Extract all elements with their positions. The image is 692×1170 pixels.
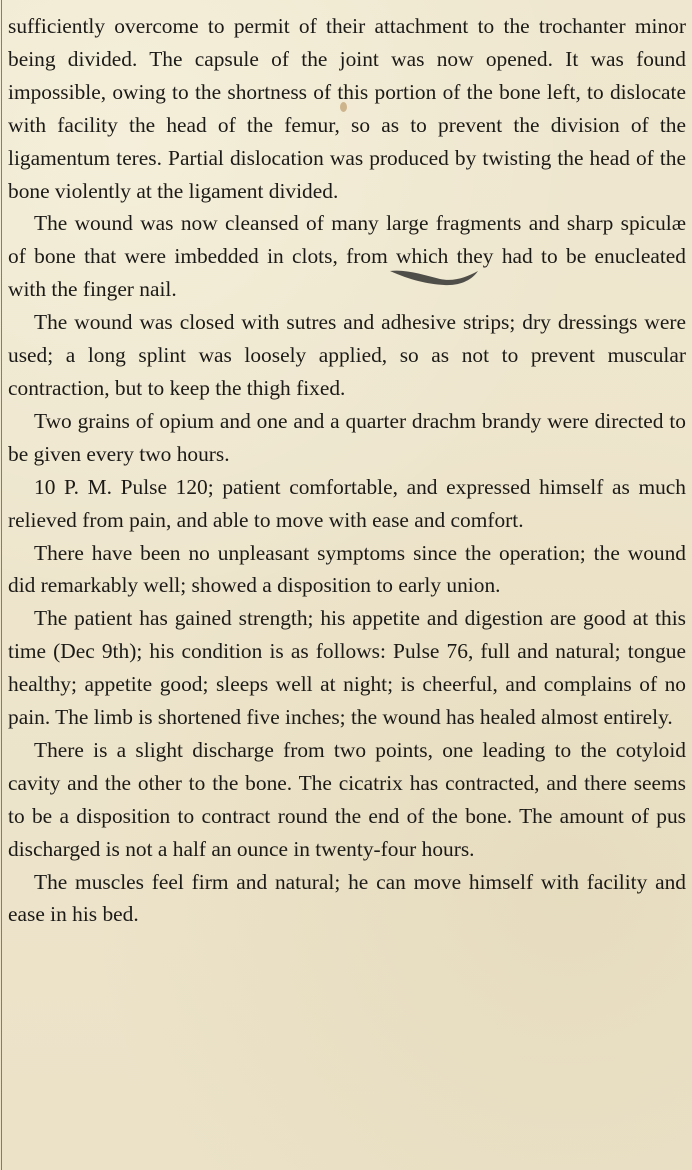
paragraph-1: sufficiently overcome to permit of their attachment to the trochanter minor being divided. The capsule of the joint was now opened. It was found impossible, owing to the shortness of this portion of the bone left, to dislocate with facility the head of the femur, so as to prevent the division of the ligamentum teres. Partial dislocation was produced by twisting the head of the bone violently at the ligament divided. bbox=[8, 14, 686, 203]
paragraph-9: The muscles feel firm and natural; he can move himself with facility and ease in his bed. bbox=[8, 869, 686, 927]
paragraph-5: 10 P. M. Pulse 120; patient comfortable, and expressed himself as much relieved from pain, and able to move with ease and comfort. bbox=[8, 474, 686, 532]
left-margin-rule bbox=[1, 0, 2, 1170]
paragraph-3: The wound was closed with sutres and adhesive strips; dry dressings were used; a long splint was loosely applied, so as not to prevent muscular contraction, but to keep the thigh fixed. bbox=[8, 310, 686, 400]
paragraph-7: The patient has gained strength; his appetite and digestion are good at this time (Dec 9th); his condition is as follows: Pulse 76, full and natural; tongue healthy; appetite good; sleeps well at night; is cheerful, and complains of no pain. The limb is shortened five inches; the wound has healed almost entirely. bbox=[8, 606, 686, 730]
paragraph-4: Two grains of opium and one and a quarter drachm brandy were directed to be given every two hours. bbox=[8, 408, 686, 466]
body-text bbox=[8, 10, 686, 931]
paragraph-2: The wound was now cleansed of many large fragments and sharp spiculæ of bone that were imbedded in clots, from which they had to be enucleated with the finger nail. bbox=[8, 211, 686, 302]
paragraph-8: There is a slight discharge from two points, one leading to the cotyloid cavity and the other to the bone. The cicatrix has contracted, and there seems to be a disposition to contract round the end of the bone. The amount of pus discharged is not a half an ounce in twenty-four hours. bbox=[8, 737, 686, 861]
paragraph-6: There have been no unpleasant symptoms since the operation; the wound did remarkably well; showed a disposition to early union. bbox=[8, 540, 686, 598]
